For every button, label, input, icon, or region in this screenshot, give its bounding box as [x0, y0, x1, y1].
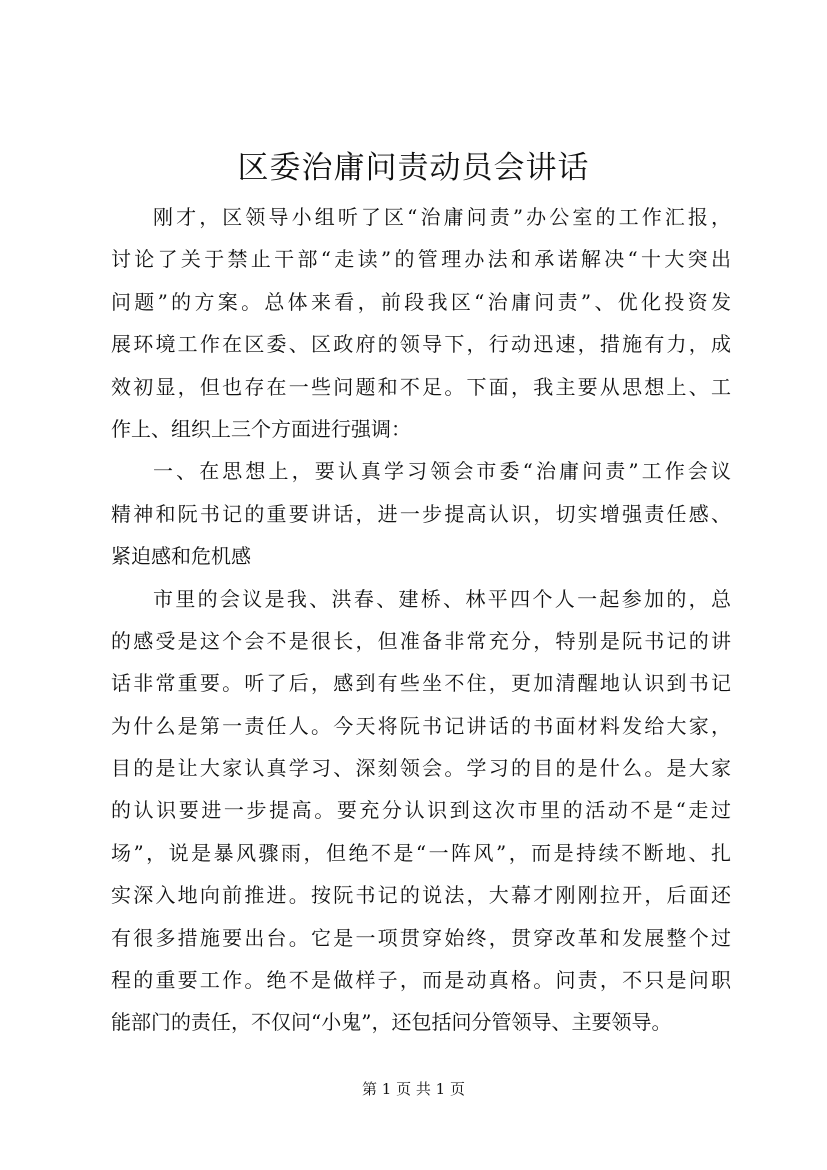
paragraph-body — [111, 578, 731, 1044]
page-number-footer: 第 1 页 共 1 页 — [362, 1080, 465, 1098]
text-line: 为什么是第一责任人。今天将阮书记讲话的书面材料发给大家， — [111, 713, 731, 738]
text-line: 紧迫感和危机感 — [111, 544, 251, 569]
text-line: 精神和阮书记的重要讲话，进一步提高认识，切实增强责任感、 — [111, 501, 731, 526]
text-line: 讨论了关于禁止干部“走读”的管理办法和承诺解决“十大突出 — [111, 247, 731, 272]
text-line: 的认识要进一步提高。要充分认识到这次市里的活动不是“走过 — [111, 798, 731, 823]
paragraph-intro — [111, 196, 731, 450]
document-title: 区委治庸问责动员会讲话 — [237, 150, 590, 186]
text-line: 实深入地向前推进。按阮书记的说法，大幕才刚刚拉开，后面还 — [111, 883, 731, 908]
text-line: 场”，说是暴风骤雨，但绝不是“一阵风”，而是持续不断地、扎 — [111, 840, 731, 865]
document-body — [111, 196, 731, 1044]
text-line: 的感受是这个会不是很长，但准备非常充分，特别是阮书记的讲 — [111, 628, 731, 653]
text-line: 效初显，但也存在一些问题和不足。下面，我主要从思想上、工 — [111, 374, 731, 399]
text-line: 有很多措施要出台。它是一项贯穿始终，贯穿改革和发展整个过 — [111, 925, 731, 950]
text-line: 问题”的方案。总体来看，前段我区“治庸问责”、优化投资发 — [111, 289, 731, 314]
text-line: 程的重要工作。绝不是做样子，而是动真格。问责，不只是问职 — [111, 968, 731, 993]
text-line: 一、在思想上，要认真学习领会市委“治庸问责”工作会议 — [153, 459, 731, 484]
paragraph-section-heading — [111, 450, 731, 577]
text-line: 展环境工作在区委、区政府的领导下，行动迅速，措施有力，成 — [111, 332, 731, 357]
text-line: 作上、组织上三个方面进行强调： — [111, 416, 411, 441]
text-line: 市里的会议是我、洪春、建桥、林平四个人一起参加的，总 — [153, 586, 731, 611]
text-line: 刚才，区领导小组听了区“治庸问责”办公室的工作汇报， — [153, 205, 731, 229]
text-line: 目的是让大家认真学习、深刻领会。学习的目的是什么。是大家 — [111, 756, 731, 781]
text-line: 话非常重要。听了后，感到有些坐不住，更加清醒地认识到书记 — [111, 671, 731, 696]
text-line: 能部门的责任，不仅问“小鬼”，还包括问分管领导、主要领导。 — [111, 1010, 672, 1035]
